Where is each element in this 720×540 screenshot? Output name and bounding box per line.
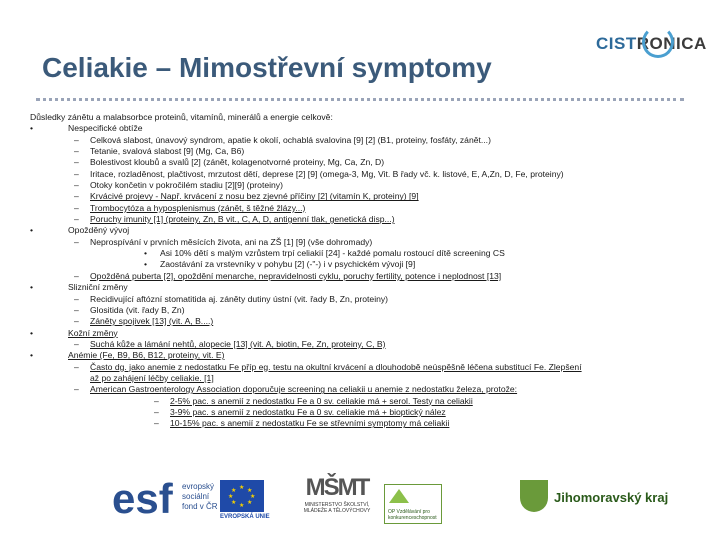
bullet-line: [30, 362, 696, 373]
bullet-marker: –: [74, 304, 79, 315]
bullet-text: Krvácivé projevy - Např. krvácení z nosu bez zjevné příčiny [2] (vitamín K, proteiny) [9]: [90, 191, 419, 202]
bullet-line: [30, 203, 696, 214]
bullet-text: Recidivující aftózní stomatitida aj. záněty dutiny ústní (vit. řady B, Zn, proteiny): [90, 293, 389, 304]
logo-text-part1: CIST: [596, 34, 637, 53]
bullet-text: Kožní změny: [68, 327, 118, 338]
bullet-text: Nespecifické obtíže: [68, 123, 143, 134]
bullet-line: [30, 407, 696, 418]
bullet-line: [30, 123, 696, 134]
bullet-text: Trombocytóza a hyposplenismus (zánět, š těžné žlázy...): [90, 202, 306, 213]
bullet-line: [30, 396, 696, 407]
bullet-marker: –: [74, 361, 79, 372]
bullet-text: Otoky končetin v pokročilém stadiu [2][9] (proteiny): [90, 180, 283, 191]
bullet-marker: –: [74, 384, 79, 395]
bullet-line: [30, 112, 696, 123]
bullet-line: [30, 294, 696, 305]
bullet-text: Poruchy imunity [1] (proteiny, Zn, B vit., C, A, D, antigenní tlak, genetická disp...): [90, 214, 395, 225]
eu-caption: EVROPSKÁ UNIE: [220, 514, 270, 520]
bullet-marker: –: [154, 418, 159, 429]
bullet-marker: –: [74, 293, 79, 304]
page-title: Celiakie – Mimostřevní symptomy: [42, 52, 492, 83]
bullet-marker: –: [74, 180, 79, 191]
bullet-marker: •: [30, 350, 34, 361]
logo-ring-icon: [642, 26, 674, 58]
footer-logos: [0, 470, 720, 540]
bullet-marker: •: [30, 282, 34, 293]
bullet-marker: –: [74, 270, 79, 281]
bullet-marker: –: [154, 406, 159, 417]
bullet-text: Glositida (vit. řady B, Zn): [90, 304, 185, 315]
bullet-marker: –: [74, 168, 79, 179]
bullet-text: Opožděný vývoj: [68, 225, 130, 236]
bullet-line: [30, 225, 696, 236]
bullet-text: 10-15% pac. s anemií z nedostatku Fe se střevními symptomy má celiakii: [170, 418, 450, 429]
bullet-text: Anémie (Fe, B9, B6, B12, proteiny, vit. E): [68, 350, 225, 361]
bullet-marker: –: [154, 395, 159, 406]
bullet-text: Opožděná puberta [2], opoždění menarche, nepravidelnosti cyklu, poruchy fertility, potence i neplodnost [13]: [90, 270, 502, 281]
kraj-shield-icon: [520, 480, 548, 512]
bullet-marker: –: [74, 191, 79, 202]
bullet-text: 3-9% pac. s anemií z nedostatku Fe a 0 sv. celiakie má + bioptický nález: [170, 406, 446, 417]
cistronica-logo: [596, 34, 707, 54]
bullet-text: Iritace, rozladěnost, plačtivost, mrzutost dětí, deprese [2] [9] (omega-3, Mg, Vit. B řady vč. k. listové, E, A,Zn, D, Fe, proteiny): [90, 168, 564, 179]
bullet-marker: –: [74, 134, 79, 145]
logo-text-part2: RONICA: [636, 34, 707, 53]
bullet-line: [30, 259, 696, 270]
eu-flag-icon: ★ ★ ★ ★ ★ ★ ★ ★: [220, 480, 264, 512]
bullet-text: Často dg. jako anemie z nedostatku Fe příp eg. testu na okultní krvácení a dlouhodobě neúspěšně léčena substitucí Fe. Zlepšení: [90, 361, 582, 372]
bullet-line: [30, 316, 696, 327]
op-logo: [384, 484, 442, 524]
op-arrow-icon: [389, 489, 409, 503]
bullet-line: [30, 180, 696, 191]
bullet-line: [30, 157, 696, 168]
bullet-text: až po zahájení léčby celiakie. [1]: [90, 372, 214, 383]
bullet-line: [30, 305, 696, 316]
bullet-text: Asi 10% dětí s malým vzrůstem trpí celiakií [24] - každé pomalu rostoucí dítě screening CS: [160, 248, 505, 259]
msmt-caption: MINISTERSTVO ŠKOLSTVÍ, MLÁDEŽE A TĚLOVÝCHOVY: [303, 502, 371, 514]
bullet-line: [30, 237, 696, 248]
bullet-marker: –: [74, 202, 79, 213]
bullet-text: Neprospívání v prvních měsících života, ani na ZŠ [1] [9] (vše dohromady): [90, 236, 373, 247]
bullet-marker: –: [74, 146, 79, 157]
bullet-line: [30, 282, 696, 293]
bullet-marker: •: [30, 225, 34, 236]
msmt-logo: [300, 474, 374, 514]
bullet-line: [30, 271, 696, 282]
eu-logo: [220, 480, 270, 520]
kraj-name: Jihomoravský kraj: [554, 490, 669, 505]
bullet-text: Bolestivost kloubů a svalů [2] (zánět, kolagenotvorné proteiny, Mg, Ca, Zn, D): [90, 157, 385, 168]
bullet-line: [30, 350, 696, 361]
bullet-marker: •: [144, 248, 148, 259]
bullet-line: [30, 169, 696, 180]
bullet-line: [30, 418, 696, 429]
title-divider: [36, 98, 684, 101]
bullet-marker: •: [30, 327, 34, 338]
bullet-line: [30, 191, 696, 202]
bullet-marker: –: [74, 236, 79, 247]
bullet-line: [30, 135, 696, 146]
bullet-text: 2-5% pac. s anemií z nedostatku Fe a 0 sv. celiakie má + serol. Testy na celiakii: [170, 395, 473, 406]
bullet-marker: –: [74, 316, 79, 327]
bullet-line: [30, 146, 696, 157]
bullet-line: [30, 248, 696, 259]
esf-logo: [112, 475, 218, 522]
bullet-line: [30, 339, 696, 350]
bullet-marker: –: [74, 157, 79, 168]
esf-caption: evropský sociální fond v ČR: [182, 482, 218, 511]
bullet-text: Důsledky zánětu a malabsorbce proteinů, vitamínů, minerálů a energie celkově:: [30, 112, 333, 122]
bullet-text: Slizniční změny: [68, 282, 128, 293]
bullet-marker: –: [74, 338, 79, 349]
bullet-text: American Gastroenterology Association doporučuje screening na celiakii u anemie z nedostatku železa, protože:: [90, 384, 518, 395]
bullet-marker: •: [30, 123, 34, 134]
bullet-line: [30, 373, 696, 384]
bullet-line: [30, 214, 696, 225]
bullet-line: [30, 384, 696, 395]
bullet-text: Suchá kůže a lámání nehtů, alopecie [13] (vit. A, biotin, Fe, Zn, proteiny, C, B): [90, 338, 386, 349]
slide-body: [30, 112, 696, 430]
bullet-marker: •: [144, 259, 148, 270]
bullet-text: Tetanie, svalová slabost [9] (Mg, Ca, B6): [90, 146, 245, 157]
op-caption: OP Vzdělávání pro konkurenceschopnost: [388, 509, 437, 521]
bullet-text: Zaostávání za vrstevníky v pohybu [2] (-"-) i v psychickém vývoji [9]: [160, 259, 416, 270]
bullet-marker: –: [74, 214, 79, 225]
bullet-text: Záněty spojivek [13] (vit. A, B....): [90, 316, 214, 327]
msmt-mark: MŠMT: [305, 474, 369, 501]
bullet-text: Celková slabost, únavový syndrom, apatie k okolí, ochablá svalovina [9] [2] (B1, proteiny, fosfáty, zánět...): [90, 134, 491, 145]
bullet-line: [30, 328, 696, 339]
esf-mark: esf: [112, 475, 173, 522]
